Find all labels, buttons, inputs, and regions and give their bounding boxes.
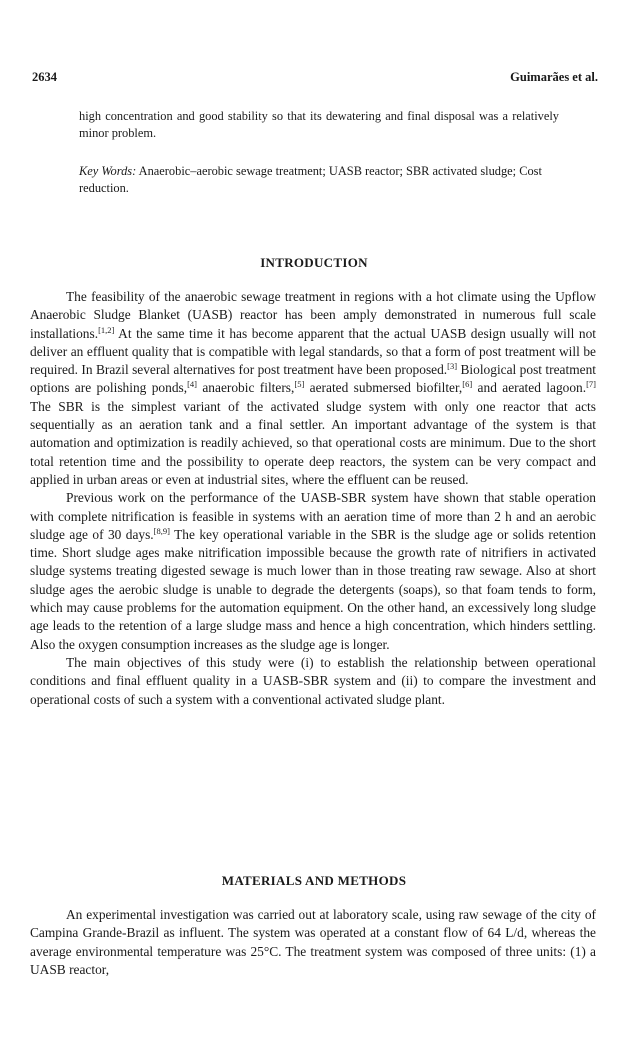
methods-body [30,906,596,979]
paragraph: The feasibility of the anaerobic sewage treatment in regions with a hot climate using the Upflow Anaerobic Sludge Blanket (UASB) reactor has been amply demonstrated in numerous full scale installations.[1,2] At the same time it has become apparent that the actual UASB design usually will not deliver an effluent quality that is compatible with legal standards, so that a form of post treatment will be required. In Brazil several alternatives for post treatment have been proposed.[3] Biological post treatment options are polishing ponds,[4] anaerobic filters,[5] aerated submersed biofilter,[6] and aerated lagoon.[7] The SBR is the simplest variant of the activated sludge system with only one reactor that acts sequentially as an aeration tank and a final settler. An important advantage of the system is that automation and optimization is readily achieved, so that operational costs are minimum. Due to the short total retention time and the possibility to operate deep reactors, the system can be very compact and applied in urban areas or even at industrial sites, where the effluent can be reused. [30,289,596,487]
citation: [3] [447,361,458,372]
keywords-text: Anaerobic–aerobic sewage treatment; UASB reactor; SBR activated sludge; Cost reduction. [79,164,542,195]
running-header [32,70,598,86]
citation: [1,2] [98,324,115,335]
introduction-body [30,288,596,709]
citation: [7] [586,379,596,390]
keywords-label: Key Words: [79,164,137,178]
paragraph: An experimental investigation was carried out at laboratory scale, using raw sewage of the city of Campina Grande-Brazil as influent. The system was operated at a constant flow of 64 L/d, whereas the average environmental temperature was 25°C. The treatment system was composed of three units: (1) a UASB reactor, [30,907,596,977]
keywords [79,163,559,196]
running-authors: Guimarães et al. [510,70,598,84]
citation: [5] [294,379,305,390]
citation: [4] [187,379,197,390]
abstract-continuation: high concentration and good stability so that its dewatering and final disposal was a relatively minor problem. [79,109,559,140]
citation: [6] [462,379,473,390]
citation: [8,9] [153,525,170,536]
introduction-heading: INTRODUCTION [260,255,368,270]
paragraph: Previous work on the performance of the UASB-SBR system have shown that stable operation with complete nitrification is feasible in systems with an aeration time of more than 2 h and an aerobic sludge age of 30 days.[8,9] The key operational variable in the SBR is the sludge age or solids retention time. Short sludge ages make nitrification impossible because the growth rate of nitrifiers in activated sludge systems treating digested sewage is much lower than in those treating raw sewage. Also at short sludge ages the aerobic sludge is unable to degrade the detergents (soaps), so that foam tends to form, which may cause problems for the automation equipment. On the other hand, an excessively long sludge age leads to the retention of a large sludge mass and hence a high concentration, which hinders settling. Also the oxygen consumption increases as the sludge age is longer. [30,490,596,652]
paragraph: The main objectives of this study were (i) to establish the relationship between operational conditions and final effluent quality in a UASB-SBR system and (ii) to compare the investment and operational costs of such a system with a conventional activated sludge plant. [30,654,596,707]
methods-heading: MATERIALS AND METHODS [221,873,407,888]
page-number: 2634 [32,70,57,84]
